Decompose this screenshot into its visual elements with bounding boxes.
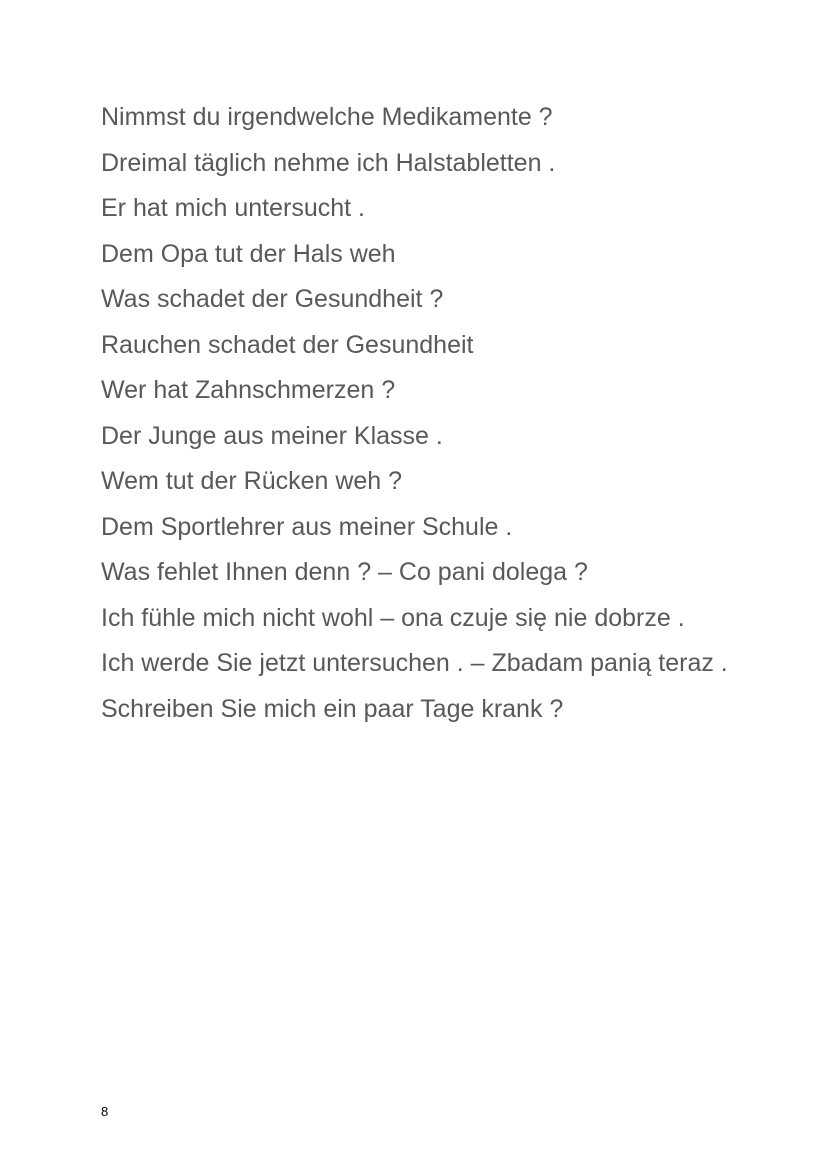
text-line: Schreiben Sie mich ein paar Tage krank ? bbox=[101, 694, 564, 723]
text-line: Wem tut der Rücken weh ? bbox=[101, 467, 403, 495]
text-line: Ich fühle mich nicht wohl – ona czuje się nie dobrze . bbox=[101, 603, 685, 632]
text-line: Nimmst du irgendwelche Medikamente ? bbox=[101, 103, 553, 131]
text-line: Was schadet der Gesundheit ? bbox=[101, 285, 444, 313]
text-lines bbox=[101, 99, 741, 736]
page-number: 8 bbox=[101, 1104, 109, 1119]
text-line: Er hat mich untersucht . bbox=[101, 194, 366, 222]
text-line: Was fehlet Ihnen denn ? – Co pani dolega ? bbox=[101, 558, 588, 586]
text-line: Rauchen schadet der Gesundheit bbox=[101, 330, 474, 359]
text-line: Ich werde Sie jetzt untersuchen . – Zbadam panią teraz . bbox=[101, 649, 728, 677]
text-line: Dem Opa tut der Hals weh bbox=[101, 239, 396, 268]
text-line: Dreimal täglich nehme ich Halstabletten . bbox=[101, 148, 556, 177]
text-line: Wer hat Zahnschmerzen ? bbox=[101, 376, 396, 404]
text-line: Dem Sportlehrer aus meiner Schule . bbox=[101, 512, 513, 541]
text-line: Der Junge aus meiner Klasse . bbox=[101, 421, 443, 450]
